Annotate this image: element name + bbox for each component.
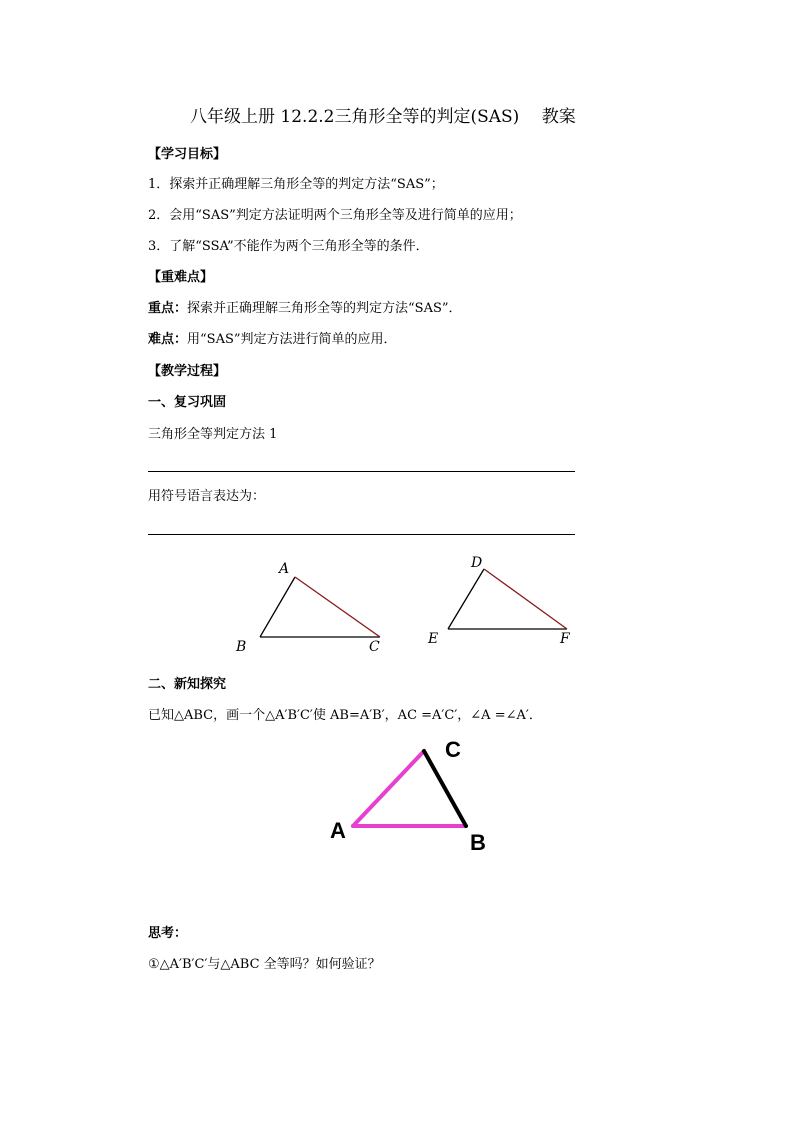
vertex-label: E	[428, 631, 439, 647]
vertex-label: D	[471, 555, 483, 571]
key-point-text: 探索并正确理解三角形全等的判定方法“SAS”．	[187, 301, 462, 316]
vertex-label: C	[445, 737, 461, 762]
goal-item: 2．会用“SAS”判定方法证明两个三角形全等及进行简单的应用；	[148, 208, 522, 223]
vertex-label: F	[560, 631, 570, 647]
vertex-label: C	[369, 639, 380, 655]
goals-heading: 【学习目标】	[148, 147, 227, 162]
vertex-label: A	[330, 818, 346, 843]
key-point-label: 重点：	[148, 301, 188, 316]
vertex-label: B	[236, 639, 247, 655]
explore-text: 已知△ABC，画一个△A′B′C′使 AB=A′B′，AC =A′C′，∠A =∠A′．	[148, 708, 542, 723]
explore-heading: 二、新知探究	[148, 677, 227, 692]
think-heading: 思考：	[148, 926, 188, 941]
review-heading: 一、复习巩固	[148, 395, 227, 410]
vertex-label: A	[279, 561, 290, 577]
key-points-heading: 【重难点】	[148, 270, 214, 285]
goal-item: 1．探索并正确理解三角形全等的判定方法“SAS”；	[148, 177, 444, 192]
review-line: 用符号语言表达为：	[148, 489, 266, 504]
difficult-point-text: 用“SAS”判定方法进行简单的应用．	[187, 332, 397, 347]
think-question: ①△A′B′C′与△ABC 全等吗？如何验证？	[148, 957, 381, 972]
review-line: 三角形全等判定方法 1	[148, 427, 278, 442]
process-heading: 【教学过程】	[148, 364, 227, 379]
goal-item: 3．了解“SSA”不能作为两个三角形全等的条件．	[148, 239, 429, 254]
page-title: 八年级上册 12.2.2三角形全等的判定(SAS) 教案	[190, 107, 576, 127]
difficult-point-label: 难点：	[148, 332, 188, 347]
vertex-label: B	[470, 830, 486, 855]
